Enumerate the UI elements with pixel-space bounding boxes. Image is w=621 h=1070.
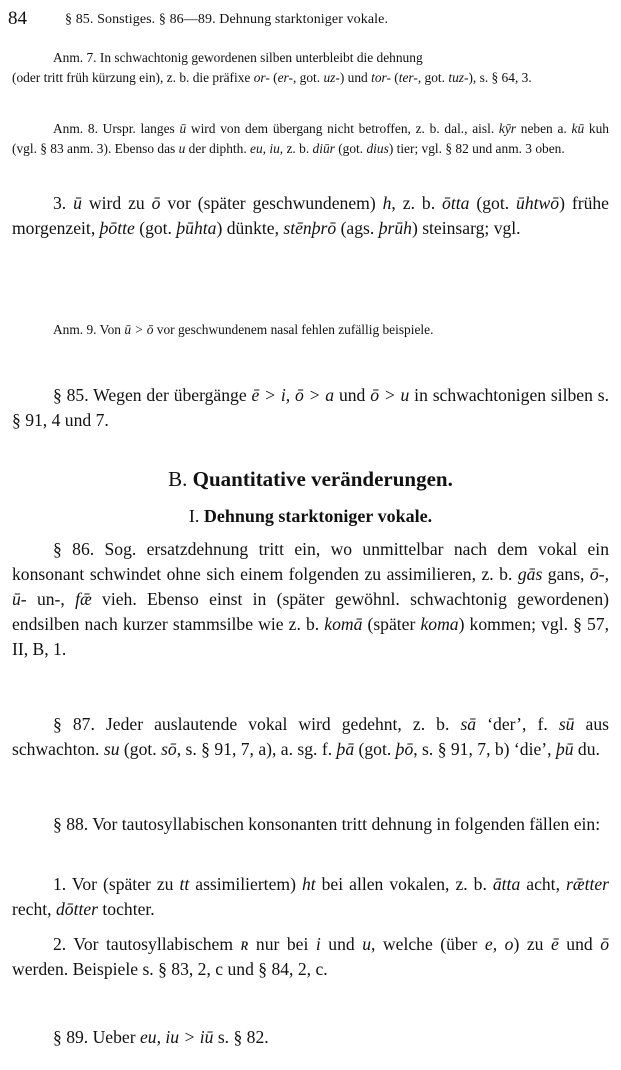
section-87: § 87. Jeder auslautende vokal wird gedehnt, z. b. sā ‘der’, f. sū aus schwachton. su (got. sō, s. § 91, 7, a), a. sg. f. þā (got. þō, s. § 91, 7, b) ‘die’, þū du.: [12, 714, 610, 759]
anm-8: Anm. 8. Urspr. langes ū wird von dem übergang nicht betroffen, z. b. dal., aisl. kȳr neben a. kū kuh (vgl. § 83 anm. 3). Ebenso das u der diphth. eu, iu, z. b. diūr (got. dius) tier; vgl. § 82 und anm. 3 oben.: [12, 121, 610, 156]
anm-7-line-1: Anm. 7. In schwachtonig gewordenen silben unterbleibt die dehnung: [53, 50, 423, 65]
subsection-1-heading: I. Dehnung starktoniger vokale.: [188, 506, 433, 526]
anm-7-text: (oder tritt früh kürzung ein), z. b. die präfixe or- (er-, got. uz-) und tor- (ter-, got. tuz-), s. § 64, 3.: [12, 70, 532, 85]
section-86: § 86. Sog. ersatzdehnung tritt ein, wo unmittelbar nach dem vokal ein konsonant schwindet ohne sich einem folgenden zu assimilieren, z. b. gās gans, ō-, ū- un-, fǣ vieh. Ebenso einst in (später gewöhnl. schwachtonig gewordenen) endsilben nach kurzer stammsilbe wie z. b. komā (später koma) kommen; vgl. § 57, II, B, 1.: [12, 539, 610, 659]
section-b-heading: B. Quantitative veränderungen.: [168, 467, 453, 491]
running-header: [8, 8, 613, 32]
anm-7: [12, 48, 609, 88]
section-85: § 85. Wegen der übergänge ē > i, ō > a und ō > u in schwachtonigen silben s. § 91, 4 und 7.: [12, 385, 609, 430]
section-88-item-1: 1. Vor (später zu tt assimiliertem) ht bei allen vokalen, z. b. ātta acht, rǣtter recht, dōtter tochter.: [12, 874, 609, 919]
running-title: § 85. Sonstiges. § 86—89. Dehnung starktoniger vokale.: [65, 12, 389, 27]
section-88-item-2: 2. Vor tautosyllabischem ʀ nur bei i und u, welche (über e, o) zu ē und ō werden. Beispiele s. § 83, 2, c und § 84, 2, c.: [12, 934, 609, 979]
section-88: § 88. Vor tautosyllabischen konsonanten tritt dehnung in folgenden fällen ein:: [53, 814, 601, 834]
anm-9: Anm. 9. Von ū > ō vor geschwundenem nasal fehlen zufällig beispiele.: [53, 322, 434, 337]
section-89: § 89. Ueber eu, iu > iū s. § 82.: [53, 1027, 269, 1047]
page-number: 84: [8, 8, 27, 29]
paragraph-3: 3. ū wird zu ō vor (später geschwundenem) h, z. b. ōtta (got. ūhtwō) frühe morgenzeit, þōtte (got. þūhta) dünkte, stēnþrō (ags. þrūh) steinsarg; vgl.: [12, 193, 609, 238]
